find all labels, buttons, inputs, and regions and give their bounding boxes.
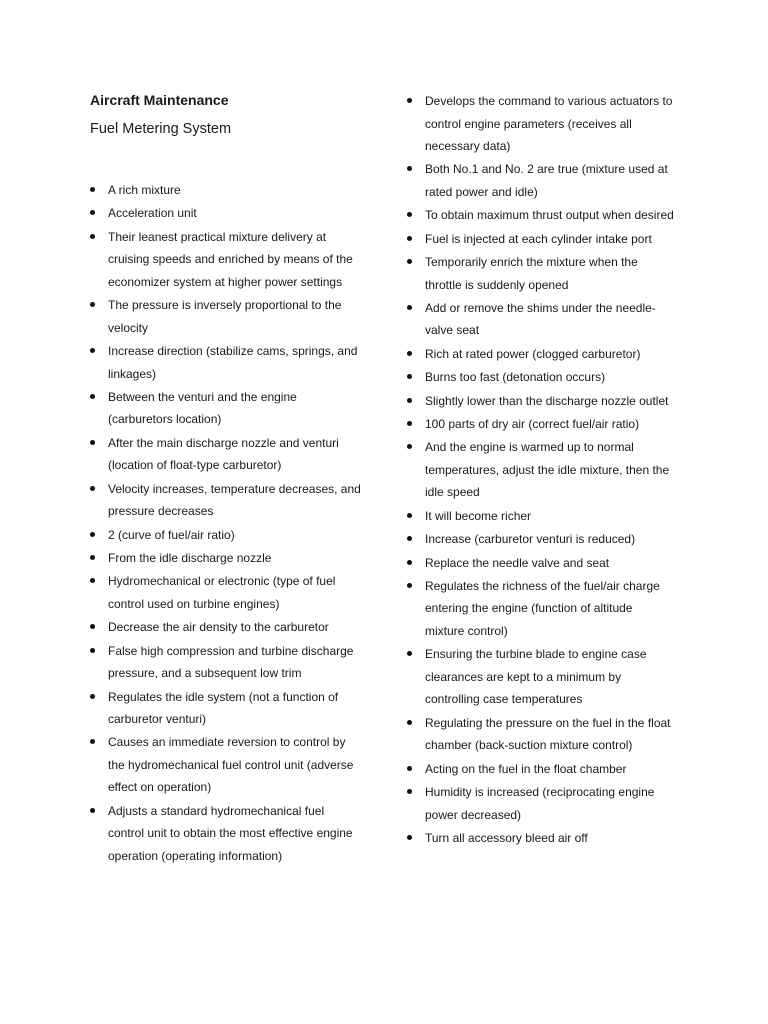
list-item-text: Rich at rated power (clogged carburetor) bbox=[425, 346, 641, 361]
list-item-text: Fuel is injected at each cylinder intake port bbox=[425, 231, 652, 246]
bullet-icon bbox=[90, 555, 95, 560]
list-item bbox=[407, 297, 675, 342]
list-item-text: Regulates the richness of the fuel/air charge entering the engine (function of altitude mixture control) bbox=[425, 578, 660, 638]
list-item bbox=[90, 386, 362, 431]
list-item-text: Regulating the pressure on the fuel in the float chamber (back-suction mixture control) bbox=[425, 715, 671, 753]
bullet-icon bbox=[90, 624, 95, 629]
list-item bbox=[90, 226, 362, 294]
list-item bbox=[90, 432, 362, 477]
list-item bbox=[407, 390, 675, 413]
bullet-icon bbox=[407, 398, 412, 403]
bullet-icon bbox=[407, 789, 412, 794]
list-item bbox=[407, 204, 675, 227]
bullet-icon bbox=[407, 212, 412, 217]
list-item bbox=[407, 158, 675, 203]
bullet-icon bbox=[90, 440, 95, 445]
list-item bbox=[407, 827, 675, 850]
list-item-text: Decrease the air density to the carburetor bbox=[108, 620, 329, 635]
list-item bbox=[407, 436, 675, 504]
list-item bbox=[90, 294, 362, 339]
list-item-text: Acceleration unit bbox=[108, 206, 197, 221]
bullet-icon bbox=[90, 808, 95, 813]
list-item-text: Their leanest practical mixture delivery at cruising speeds and enriched by means of the economizer system at higher power settings bbox=[108, 229, 353, 289]
list-item-text: Humidity is increased (reciprocating engine power decreased) bbox=[425, 785, 655, 822]
list-item bbox=[90, 202, 362, 225]
right-bullet-list bbox=[407, 90, 675, 850]
list-item-text: Burns too fast (detonation occurs) bbox=[425, 370, 606, 385]
bullet-icon bbox=[90, 210, 95, 215]
list-item-text: Develops the command to various actuators to control engine parameters (receives all necessary data) bbox=[425, 94, 673, 153]
list-item-text: Turn all accessory bleed air off bbox=[425, 830, 588, 845]
list-item-text: Regulates the idle system (not a function of carburetor venturi) bbox=[108, 689, 339, 727]
bullet-icon bbox=[90, 532, 95, 537]
list-item bbox=[407, 413, 675, 436]
list-item bbox=[90, 731, 362, 799]
bullet-icon bbox=[90, 648, 95, 653]
list-item bbox=[90, 570, 362, 615]
bullet-icon bbox=[407, 766, 412, 771]
list-item bbox=[90, 800, 362, 868]
bullet-icon bbox=[90, 234, 95, 239]
list-item-text: Between the venturi and the engine (carburetors location) bbox=[108, 389, 297, 427]
left-bullet-list bbox=[90, 179, 362, 868]
list-item bbox=[407, 505, 675, 528]
list-item-text: 100 parts of dry air (correct fuel/air ratio) bbox=[425, 417, 640, 432]
bullet-icon bbox=[407, 536, 412, 541]
bullet-icon bbox=[90, 578, 95, 583]
bullet-icon bbox=[407, 374, 412, 379]
list-item-text: Increase direction (stabilize cams, springs, and linkages) bbox=[108, 344, 358, 381]
list-item-text: And the engine is warmed up to normal temperatures, adjust the idle mixture, then the idle speed bbox=[425, 440, 670, 500]
list-item-text: The pressure is inversely proportional to the velocity bbox=[108, 298, 342, 335]
list-item-text: A rich mixture bbox=[108, 183, 181, 197]
bullet-icon bbox=[90, 486, 95, 491]
bullet-icon bbox=[407, 444, 412, 449]
list-item-text: Causes an immediate reversion to control by the hydromechanical fuel control unit (adverse effect on operation) bbox=[108, 735, 354, 795]
bullet-icon bbox=[407, 421, 412, 426]
list-item bbox=[90, 686, 362, 731]
bullet-icon bbox=[407, 835, 412, 840]
bullet-icon bbox=[90, 348, 95, 353]
bullet-icon bbox=[407, 560, 412, 565]
bullet-icon bbox=[407, 166, 412, 171]
bullet-icon bbox=[407, 259, 412, 264]
list-item bbox=[90, 340, 362, 385]
list-item-text: 2 (curve of fuel/air ratio) bbox=[108, 527, 235, 542]
list-item bbox=[90, 524, 362, 547]
list-item-text: Acting on the fuel in the float chamber bbox=[425, 761, 627, 776]
list-item-text: Temporarily enrich the mixture when the throttle is suddenly opened bbox=[425, 255, 638, 292]
list-item-text: False high compression and turbine discharge pressure, and a subsequent low trim bbox=[108, 643, 354, 681]
bullet-icon bbox=[90, 694, 95, 699]
list-item-text: Adjusts a standard hydromechanical fuel control unit to obtain the most effective engine operation (operating information) bbox=[108, 803, 353, 863]
list-item bbox=[407, 251, 675, 296]
list-item bbox=[407, 575, 675, 643]
list-item-text: To obtain maximum thrust output when desired bbox=[425, 208, 674, 223]
list-item bbox=[407, 552, 675, 575]
list-item bbox=[407, 228, 675, 251]
list-item bbox=[90, 616, 362, 639]
list-item-text: Increase (carburetor venturi is reduced) bbox=[425, 532, 636, 547]
list-item bbox=[90, 179, 362, 202]
list-item bbox=[407, 366, 675, 389]
list-item bbox=[407, 528, 675, 551]
bullet-icon bbox=[407, 651, 412, 656]
list-item bbox=[407, 712, 675, 757]
list-item-text: From the idle discharge nozzle bbox=[108, 551, 272, 566]
list-item-text: It will become richer bbox=[425, 508, 532, 523]
list-item-text: Slightly lower than the discharge nozzle outlet bbox=[425, 393, 669, 408]
bullet-icon bbox=[407, 236, 412, 241]
bullet-icon bbox=[407, 351, 412, 356]
bullet-icon bbox=[90, 187, 95, 192]
list-item-text: After the main discharge nozzle and venturi (location of float-type carburetor) bbox=[108, 435, 339, 473]
list-item bbox=[90, 478, 362, 523]
list-item bbox=[90, 640, 362, 685]
list-item-text: Both No.1 and No. 2 are true (mixture used at rated power and idle) bbox=[425, 162, 668, 199]
list-item-text: Hydromechanical or electronic (type of fuel control used on turbine engines) bbox=[108, 574, 336, 611]
list-item-text: Ensuring the turbine blade to engine case clearances are kept to a minimum by controlling case temperatures bbox=[425, 647, 647, 707]
bullet-icon bbox=[90, 739, 95, 744]
list-item-text: Replace the needle valve and seat bbox=[425, 555, 610, 570]
bullet-icon bbox=[407, 305, 412, 310]
list-item bbox=[407, 781, 675, 826]
bullet-icon bbox=[90, 394, 95, 399]
list-item bbox=[407, 643, 675, 711]
bullet-icon bbox=[407, 720, 412, 725]
list-item bbox=[90, 547, 362, 570]
document-title: Aircraft Maintenance bbox=[90, 92, 229, 108]
document-subtitle: Fuel Metering System bbox=[90, 121, 232, 137]
list-item bbox=[407, 758, 675, 781]
bullet-icon bbox=[407, 583, 412, 588]
bullet-icon bbox=[407, 513, 412, 518]
bullet-icon bbox=[407, 98, 412, 103]
list-item-text: Add or remove the shims under the needle-valve seat bbox=[425, 300, 656, 338]
list-item bbox=[407, 90, 675, 158]
bullet-icon bbox=[90, 302, 95, 307]
list-item bbox=[407, 343, 675, 366]
list-item-text: Velocity increases, temperature decreases, and pressure decreases bbox=[108, 481, 361, 519]
